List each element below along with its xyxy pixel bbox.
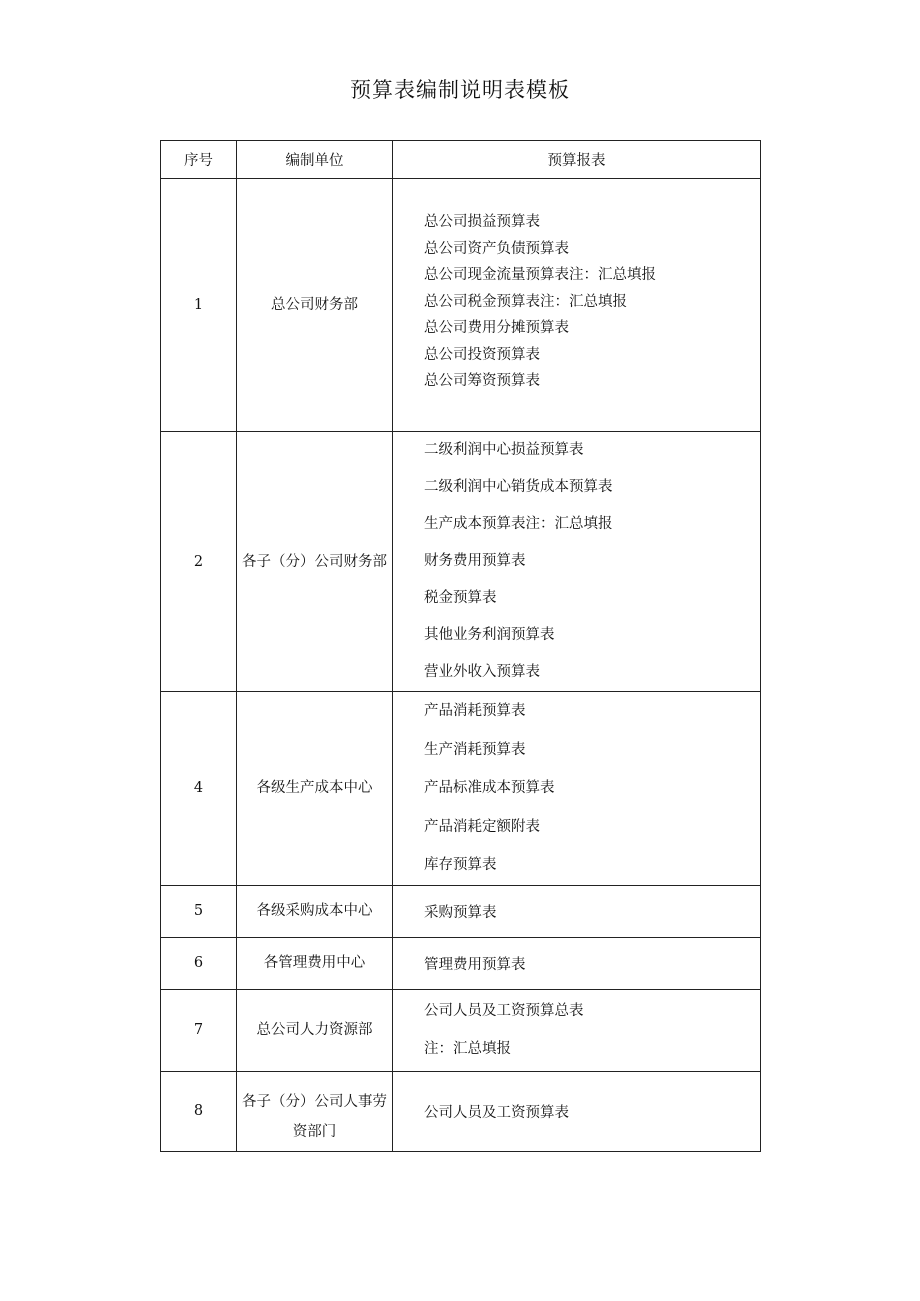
report-item: 总公司费用分摊预算表 xyxy=(424,320,569,337)
row-unit-line: 各子（分）公司人事劳 xyxy=(242,1094,387,1111)
row-unit: 各子（分）公司财务部 xyxy=(237,432,393,692)
report-item: 库存预算表 xyxy=(424,857,497,874)
row-unit-line: 资部门 xyxy=(292,1124,337,1141)
report-item: 财务费用预算表 xyxy=(424,553,526,569)
row-reports xyxy=(393,692,761,886)
report-item: 二级利润中心销货成本预算表 xyxy=(424,479,613,495)
report-item: 采购预算表 xyxy=(424,904,497,921)
row-serial: 2 xyxy=(161,432,237,692)
row-reports xyxy=(393,885,761,937)
report-item: 其他业务利润预算表 xyxy=(424,627,555,643)
report-item: 管理费用预算表 xyxy=(424,956,526,973)
row-reports xyxy=(393,989,761,1071)
row-serial: 6 xyxy=(161,937,237,989)
row-reports xyxy=(393,937,761,989)
budget-table xyxy=(160,140,761,1152)
row-unit: 各级采购成本中心 xyxy=(237,885,393,937)
table-row xyxy=(161,937,761,989)
table-header-row xyxy=(161,141,761,179)
report-item: 注：汇总填报 xyxy=(424,1041,511,1058)
row-unit: 总公司财务部 xyxy=(237,179,393,432)
table-row xyxy=(161,1071,761,1151)
row-unit xyxy=(237,1071,393,1151)
row-unit: 各级生产成本中心 xyxy=(237,692,393,886)
report-item: 产品标准成本预算表 xyxy=(424,780,555,797)
row-reports xyxy=(393,432,761,692)
row-serial: 5 xyxy=(161,885,237,937)
report-item: 生产成本预算表注：汇总填报 xyxy=(424,516,613,532)
row-unit: 各管理费用中心 xyxy=(237,937,393,989)
table-row xyxy=(161,179,761,432)
header-reports: 预算报表 xyxy=(393,141,761,179)
report-item: 总公司投资预算表 xyxy=(424,346,540,363)
report-item: 税金预算表 xyxy=(424,590,497,606)
report-item: 总公司资产负债预算表 xyxy=(424,240,569,257)
row-reports xyxy=(393,179,761,432)
table-row xyxy=(161,989,761,1071)
report-item: 总公司损益预算表 xyxy=(424,214,540,231)
report-item: 总公司筹资预算表 xyxy=(424,373,540,390)
table-row xyxy=(161,432,761,692)
page-title: 预算表编制说明表模板 xyxy=(350,78,570,102)
header-unit: 编制单位 xyxy=(237,141,393,179)
row-serial: 1 xyxy=(161,179,237,432)
report-item: 总公司税金预算表注：汇总填报 xyxy=(424,293,627,310)
row-serial: 8 xyxy=(161,1071,237,1151)
row-serial: 7 xyxy=(161,989,237,1071)
report-item: 总公司现金流量预算表注：汇总填报 xyxy=(424,267,656,284)
report-item: 产品消耗预算表 xyxy=(424,703,526,719)
header-serial: 序号 xyxy=(161,141,237,179)
report-item: 产品消耗定额附表 xyxy=(424,818,540,835)
row-unit: 总公司人力资源部 xyxy=(237,989,393,1071)
report-item: 生产消耗预算表 xyxy=(424,741,526,758)
report-item: 公司人员及工资预算表 xyxy=(424,1104,569,1121)
report-item: 营业外收入预算表 xyxy=(424,664,540,680)
table-row xyxy=(161,885,761,937)
row-reports xyxy=(393,1071,761,1151)
table-row xyxy=(161,692,761,886)
report-item: 公司人员及工资预算总表 xyxy=(424,1002,584,1019)
report-item: 二级利润中心损益预算表 xyxy=(424,442,584,458)
row-serial: 4 xyxy=(161,692,237,886)
